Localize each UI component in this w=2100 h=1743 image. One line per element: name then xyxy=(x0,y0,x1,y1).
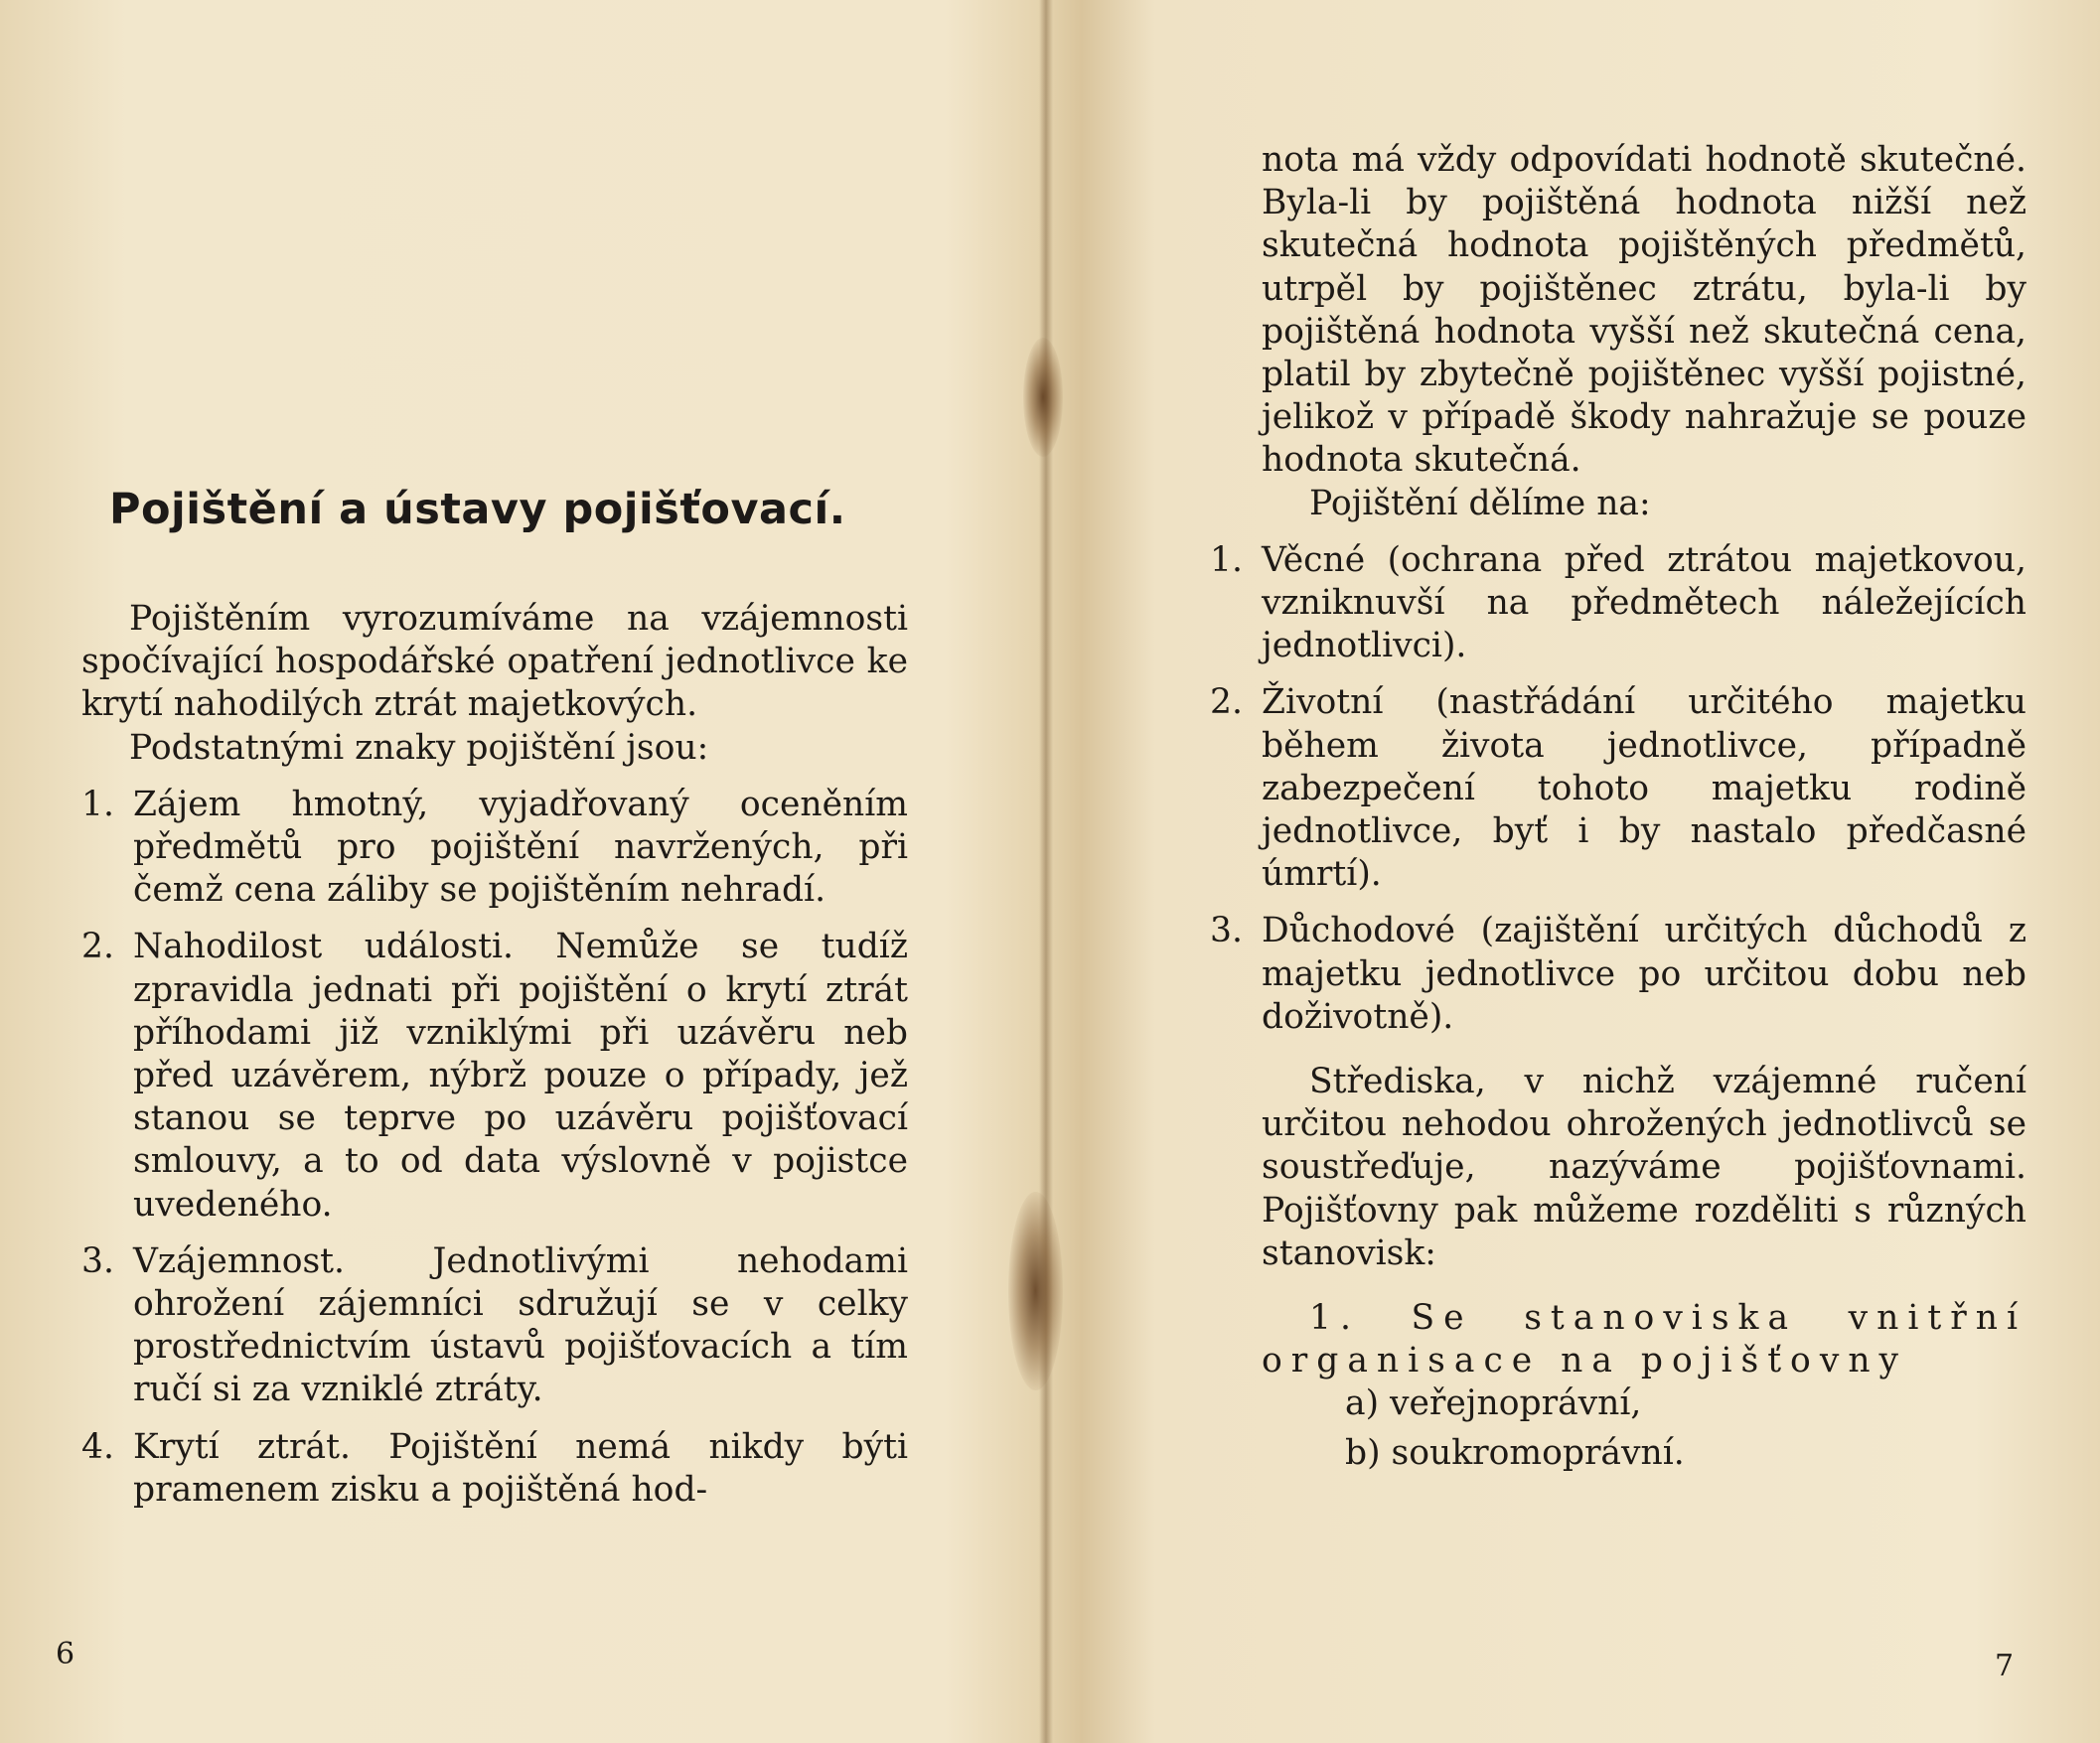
item-number: 2. xyxy=(81,927,114,967)
item-number: 3. xyxy=(1210,911,1243,951)
list-item xyxy=(81,926,908,1226)
page-number: 6 xyxy=(56,1637,75,1671)
list-item xyxy=(1210,910,2026,1039)
body-paragraph: Střediska, v nichž vzájemné ručení určitou nehodou ohrožených jednotlivců se soustřeďuje, nazýváme pojišťovnami. Pojišťovny pak můžeme rozděliti s různých stanovisk: xyxy=(1262,1062,2026,1273)
subsection-heading: 1. Se stanoviska vnitřní organisace na pojišťovny xyxy=(1262,1298,2026,1381)
item-text: Zájem hmotný, vyjadřovaný oceněním předmětů pro pojištění navržených, při čemž cena záliby se pojištěním nehradí. xyxy=(133,784,908,911)
list-item xyxy=(1210,539,2026,668)
list-lead: Pojištění dělíme na: xyxy=(1309,483,1651,523)
item-number: 2. xyxy=(1210,682,1243,723)
list-lead: Podstatnými znaky pojištění jsou: xyxy=(129,727,709,768)
sub-item: b) soukromoprávní. xyxy=(1345,1432,1685,1473)
types-list xyxy=(1210,539,2026,1039)
item-text: Věcné (ochrana před ztrátou majetkovou, vzniknuvší na předmětech náležejících jednotlivci). xyxy=(1262,539,2026,666)
list-item xyxy=(81,1240,908,1412)
list-item xyxy=(1210,681,2026,896)
item-number: 1. xyxy=(1210,539,1243,580)
list-item xyxy=(81,784,908,913)
item-number: 1. xyxy=(81,784,114,824)
features-list xyxy=(81,784,908,1512)
item-text: Krytí ztrát. Pojištění nemá nikdy býti pramenem zisku a pojištěná hod- xyxy=(133,1426,908,1510)
section-heading: Pojištění a ústavy pojišťovací. xyxy=(109,485,846,534)
item-number: 3. xyxy=(81,1240,114,1281)
list-item xyxy=(81,1426,908,1512)
item-text: Životní (nastřádání určitého majetku během života jednotlivce, případně zabezpečení tohoto majetku rodině jednotlivce, byť i by nastalo předčasné úmrtí). xyxy=(1262,682,2026,895)
item-text: Vzájemnost. Jednotlivými nehodami ohrožení zájemníci sdružují se v celky prostřednictvím ústavů pojišťovacích a tím ručí si za vzniklé ztráty. xyxy=(133,1240,908,1410)
intro-paragraph: Pojištěním vyrozumíváme na vzájemnosti spočívající hospodářské opatření jednotlivce ke krytí nahodilých ztrát majetkových. xyxy=(81,599,908,725)
sub-item: a) veřejnoprávní, xyxy=(1345,1383,1642,1424)
continuation-paragraph: nota má vždy odpovídati hodnotě skutečné. Byla-li by pojištěná hodnota nižší než skutečná hodnota pojištěných předmětů, utrpěl by pojištěnec ztrátu, byla-li by pojištěná hodnota vyšší než skutečná cena, platil by zbytečně pojištěnec vyšší pojistné, jelikož v případě škody nahražuje se pouze hodnota skutečná. xyxy=(1262,140,2026,481)
item-text: Důchodové (zajištění určitých důchodů z majetku jednotlivce po určitou dobu neb doživotně). xyxy=(1262,911,2026,1037)
item-number: 4. xyxy=(81,1426,114,1467)
left-page xyxy=(0,0,1043,1743)
item-text: Nahodilost události. Nemůže se tudíž zpravidla jednati při pojištění o krytí ztrát příhodami již vzniklými při uzávěru neb před uzávěrem, nýbrž pouze o případy, jež stanou se teprve po uzávěru pojišťovací smlouvy, a to od data výslovně v pojistce uvedeného. xyxy=(133,927,908,1225)
left-page-body xyxy=(81,598,908,1512)
page-number: 7 xyxy=(1995,1649,2015,1683)
right-page-body xyxy=(1210,139,2026,1475)
